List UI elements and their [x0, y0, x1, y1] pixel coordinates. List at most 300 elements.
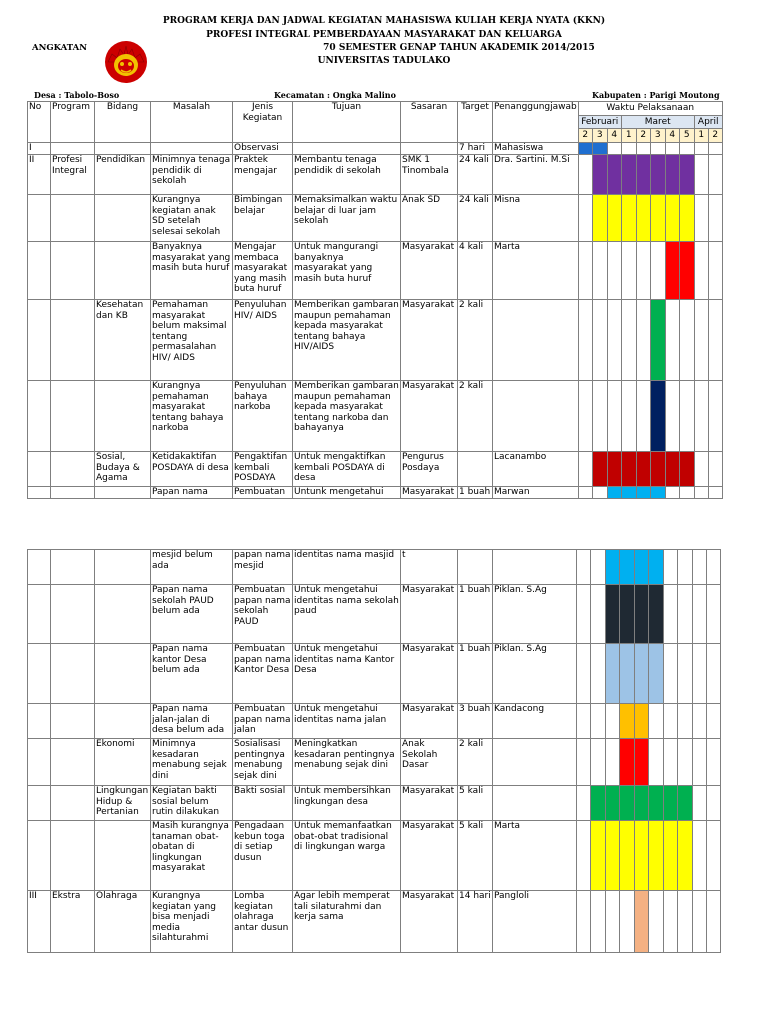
cell-masalah: Minimnya kesadaran menabung sejak dini [151, 739, 233, 786]
cell-masalah: Papan nama [151, 487, 233, 499]
cell-pj [493, 786, 577, 821]
table-row [28, 195, 723, 242]
cell-target: 5 kali [458, 786, 493, 821]
schedule-cell [606, 550, 620, 585]
cell-jenis: Mengajar membaca masyarakat yang masih buta huruf [233, 242, 293, 300]
schedule-cell [693, 704, 707, 739]
schedule-cell [621, 143, 636, 155]
cell-pj: Marwan [493, 487, 579, 499]
schedule-cell [577, 891, 591, 953]
cell-masalah: Kurangnya kegiatan anak SD setelah selesai sekolah [151, 195, 233, 242]
cell-sasaran: Masyarakat [401, 585, 458, 644]
cell-sasaran: Masyarakat [401, 891, 458, 953]
cell-no [28, 242, 51, 300]
cell-target: 4 kali [458, 242, 493, 300]
schedule-cell [708, 381, 722, 452]
cell-program [51, 381, 95, 452]
schedule-cell [636, 195, 650, 242]
table-row [28, 381, 723, 452]
cell-program [51, 143, 95, 155]
schedule-cell [650, 300, 665, 381]
cell-program [51, 739, 95, 786]
schedule-cell [650, 381, 665, 452]
cell-bidang: Olahraga [95, 891, 151, 953]
schedule-cell [665, 452, 679, 487]
schedule-cell [635, 891, 649, 953]
cell-no [28, 644, 51, 704]
cell-tujuan: Meningkatkan kesadaran pentingnya menabung sejak dini [293, 739, 401, 786]
col-header-no: No [28, 102, 51, 143]
schedule-cell [708, 155, 722, 195]
cell-tujuan [293, 143, 401, 155]
schedule-cell [606, 891, 620, 953]
schedule-cell [592, 195, 607, 242]
cell-pj: Mahasiswa [493, 143, 579, 155]
schedule-cell [664, 739, 678, 786]
schedule-cell [679, 143, 694, 155]
table-row [28, 550, 721, 585]
cell-masalah: Papan nama sekolah PAUD belum ada [151, 585, 233, 644]
schedule-cell [665, 195, 679, 242]
cell-sasaran: SMK 1 Tinombala [401, 155, 458, 195]
cell-tujuan: Untuk mengetahui identitas nama Kantor Desa [293, 644, 401, 704]
schedule-cell [577, 550, 591, 585]
schedule-cell [693, 891, 707, 953]
schedule-cell [693, 739, 707, 786]
cell-bidang [95, 550, 151, 585]
col-header-bidang: Bidang [95, 102, 151, 143]
schedule-cell [577, 786, 591, 821]
week-header-9: 2 [708, 129, 722, 143]
cell-program: Ekstra [51, 891, 95, 953]
cell-no [28, 704, 51, 739]
schedule-cell [592, 487, 607, 499]
schedule-cell [664, 550, 678, 585]
schedule-cell [649, 550, 664, 585]
schedule-cell [694, 143, 708, 155]
week-header-0: 2 [578, 129, 592, 143]
schedule-cell [678, 739, 693, 786]
cell-target: 14 hari [458, 891, 493, 953]
cell-sasaran: Masyarakat [401, 704, 458, 739]
schedule-cell [649, 739, 664, 786]
schedule-cell [635, 644, 649, 704]
cell-tujuan: Untuk mengaktifkan kembali POSDAYA di desa [293, 452, 401, 487]
schedule-cell [679, 242, 694, 300]
cell-bidang [95, 381, 151, 452]
cell-masalah: Kurangnya pemahaman masyarakat tentang bahaya narkoba [151, 381, 233, 452]
schedule-cell [620, 704, 635, 739]
col-header-program: Program [51, 102, 95, 143]
cell-pj: Lacanambo [493, 452, 579, 487]
schedule-cell [707, 585, 721, 644]
schedule-cell [679, 300, 694, 381]
cell-target: 7 hari [458, 143, 493, 155]
schedule-cell [649, 704, 664, 739]
cell-pj [493, 300, 579, 381]
cell-sasaran: Masyarakat [401, 381, 458, 452]
cell-target: 5 kali [458, 821, 493, 891]
cell-sasaran: Masyarakat [401, 786, 458, 821]
cell-target: 1 buah [458, 644, 493, 704]
cell-masalah: mesjid belum ada [151, 550, 233, 585]
cell-bidang: Ekonomi [95, 739, 151, 786]
cell-jenis: Bakti sosial [233, 786, 293, 821]
cell-jenis: Pembuatan papan nama jalan [233, 704, 293, 739]
cell-no [28, 452, 51, 487]
cell-jenis: Pembuatan papan nama Kantor Desa [233, 644, 293, 704]
schedule-cell [577, 821, 591, 891]
schedule-cell [606, 644, 620, 704]
schedule-cell [678, 786, 693, 821]
schedule-cell [693, 644, 707, 704]
schedule-cell [620, 786, 635, 821]
cell-jenis: Penyuluhan bahaya narkoba [233, 381, 293, 452]
schedule-cell [636, 300, 650, 381]
week-header-1: 3 [592, 129, 607, 143]
cell-pj: Piklan. S.Ag [493, 644, 577, 704]
schedule-cell [591, 704, 606, 739]
schedule-cell [592, 300, 607, 381]
schedule-cell [577, 739, 591, 786]
cell-tujuan: Untunk mengetahui [293, 487, 401, 499]
schedule-cell [707, 704, 721, 739]
schedule-cell [607, 452, 621, 487]
cell-program: Profesi Integral [51, 155, 95, 195]
cell-bidang [95, 487, 151, 499]
schedule-cell [621, 452, 636, 487]
cell-masalah: Masih kurangnya tanaman obat-obatan di lingkungan masyarakat [151, 821, 233, 891]
schedule-cell [621, 300, 636, 381]
cell-no: I [28, 143, 51, 155]
schedule-cell [620, 644, 635, 704]
table-row [28, 452, 723, 487]
schedule-cell [607, 381, 621, 452]
table-row [28, 821, 721, 891]
schedule-cell [607, 242, 621, 300]
schedule-cell [679, 487, 694, 499]
schedule-cell [707, 739, 721, 786]
cell-jenis: Observasi [233, 143, 293, 155]
schedule-cell [578, 242, 592, 300]
cell-bidang [95, 242, 151, 300]
schedule-cell [707, 821, 721, 891]
schedule-cell [650, 155, 665, 195]
schedule-cell [592, 452, 607, 487]
cell-sasaran: Masyarakat [401, 242, 458, 300]
schedule-cell [636, 155, 650, 195]
schedule-cell [694, 155, 708, 195]
cell-sasaran: Masyarakat [401, 644, 458, 704]
schedule-cell [678, 550, 693, 585]
cell-program [51, 195, 95, 242]
table-row [28, 300, 723, 381]
cell-pj: Kandacong [493, 704, 577, 739]
schedule-cell [665, 143, 679, 155]
schedule-cell [650, 487, 665, 499]
table-row [28, 585, 721, 644]
schedule-cell [650, 143, 665, 155]
desa-label: Desa : Tabolo-Boso [34, 90, 120, 100]
cell-bidang: Sosial, Budaya & Agama [95, 452, 151, 487]
schedule-cell [708, 242, 722, 300]
schedule-cell [578, 381, 592, 452]
cell-sasaran: Anak SD [401, 195, 458, 242]
cell-target [458, 452, 493, 487]
cell-program [51, 452, 95, 487]
cell-no [28, 786, 51, 821]
month-februari: Februari [578, 116, 621, 129]
schedule-cell [607, 487, 621, 499]
col-header-pj: Penanggungjawab [493, 102, 579, 143]
cell-tujuan: Untuk mangurangi banyaknya masyarakat yang masih buta huruf [293, 242, 401, 300]
schedule-cell [606, 786, 620, 821]
cell-target: 2 kali [458, 300, 493, 381]
cell-no [28, 300, 51, 381]
cell-tujuan: Memberikan gambaran maupun pemahaman kepada masyarakat tentang narkoba dan bahayanya [293, 381, 401, 452]
schedule-cell [636, 487, 650, 499]
cell-jenis: papan nama mesjid [233, 550, 293, 585]
cell-target: 24 kali [458, 155, 493, 195]
schedule-cell [693, 550, 707, 585]
schedule-cell [708, 300, 722, 381]
col-header-masalah: Masalah [151, 102, 233, 143]
schedule-cell [620, 891, 635, 953]
cell-bidang: Pendidikan [95, 155, 151, 195]
cell-tujuan: Untuk memanfaatkan obat-obat tradisional di lingkungan warga [293, 821, 401, 891]
cell-bidang: Lingkungan Hidup & Pertanian [95, 786, 151, 821]
cell-target: 2 kali [458, 739, 493, 786]
schedule-cell [707, 644, 721, 704]
schedule-cell [707, 891, 721, 953]
schedule-cell [606, 704, 620, 739]
month-maret: Maret [621, 116, 694, 129]
col-header-sasaran: Sasaran [401, 102, 458, 143]
schedule-cell [708, 143, 722, 155]
col-header-waktu: Waktu Pelaksanaan [578, 102, 722, 116]
cell-no [28, 550, 51, 585]
schedule-cell [679, 381, 694, 452]
cell-tujuan: Untuk mengetahui identitas nama jalan [293, 704, 401, 739]
week-header-6: 4 [665, 129, 679, 143]
cell-pj: Pangloli [493, 891, 577, 953]
cell-program [51, 300, 95, 381]
cell-jenis: Sosialisasi pentingnya menabung sejak dini [233, 739, 293, 786]
schedule-cell [678, 644, 693, 704]
schedule-cell [708, 195, 722, 242]
cell-tujuan: Untuk mengetahui identitas nama sekolah paud [293, 585, 401, 644]
schedule-cell [591, 891, 606, 953]
cell-sasaran: Masyarakat [401, 821, 458, 891]
schedule-cell [607, 155, 621, 195]
schedule-cell [591, 821, 606, 891]
schedule-cell [679, 155, 694, 195]
schedule-cell [591, 550, 606, 585]
schedule-cell [693, 786, 707, 821]
schedule-cell [591, 585, 606, 644]
schedule-cell [664, 786, 678, 821]
schedule-cell [621, 487, 636, 499]
cell-pj: Misna [493, 195, 579, 242]
cell-pj [493, 381, 579, 452]
schedule-cell [577, 585, 591, 644]
cell-bidang [95, 585, 151, 644]
schedule-cell [621, 195, 636, 242]
cell-pj: Dra. Sartini. M.Si [493, 155, 579, 195]
cell-sasaran: Masyarakat [401, 300, 458, 381]
cell-masalah: Papan nama jalan-jalan di desa belum ada [151, 704, 233, 739]
schedule-cell [578, 195, 592, 242]
schedule-cell [650, 452, 665, 487]
schedule-cell [665, 155, 679, 195]
week-header-7: 5 [679, 129, 694, 143]
schedule-cell [591, 786, 606, 821]
schedule-cell [592, 155, 607, 195]
cell-tujuan: Membantu tenaga pendidik di sekolah [293, 155, 401, 195]
cell-no [28, 821, 51, 891]
cell-no [28, 585, 51, 644]
schedule-cell [664, 644, 678, 704]
table-row [28, 143, 723, 155]
cell-pj [493, 739, 577, 786]
cell-jenis: Pembuatan [233, 487, 293, 499]
cell-tujuan: Untuk membersihkan lingkungan desa [293, 786, 401, 821]
cell-pj: Marta [493, 242, 579, 300]
cell-no: III [28, 891, 51, 953]
schedule-cell [621, 381, 636, 452]
cell-sasaran: Masyarakat [401, 487, 458, 499]
schedule-cell [592, 242, 607, 300]
schedule-cell [636, 242, 650, 300]
cell-jenis: Bimbingan belajar [233, 195, 293, 242]
schedule-cell [635, 550, 649, 585]
schedule-cell [607, 195, 621, 242]
schedule-cell [665, 300, 679, 381]
table-row [28, 487, 723, 499]
cell-no [28, 739, 51, 786]
doc-title: PROGRAM KERJA DAN JADWAL KEGIATAN MAHASISWA KULIAH KERJA NYATA (KKN) [162, 16, 606, 26]
cell-target: 3 buah [458, 704, 493, 739]
cell-masalah [151, 143, 233, 155]
work-program-table-continued [27, 549, 721, 953]
cell-bidang [95, 143, 151, 155]
cell-target: 1 buah [458, 585, 493, 644]
schedule-cell [635, 786, 649, 821]
cell-tujuan: Agar lebih memperat tali silaturahmi dan kerja sama [293, 891, 401, 953]
schedule-cell [649, 644, 664, 704]
cell-sasaran [401, 143, 458, 155]
schedule-cell [578, 452, 592, 487]
schedule-cell [707, 786, 721, 821]
schedule-cell [620, 550, 635, 585]
schedule-cell [621, 155, 636, 195]
schedule-cell [664, 821, 678, 891]
schedule-cell [679, 452, 694, 487]
schedule-cell [678, 704, 693, 739]
cell-jenis: Pengaktifan kembali POSDAYA [233, 452, 293, 487]
cell-program [51, 242, 95, 300]
cell-masalah: Minimnya tenaga pendidik di sekolah [151, 155, 233, 195]
schedule-cell [664, 891, 678, 953]
cell-masalah: Pemahaman masyarakat belum maksimal tentang permasalahan HIV/ AIDS [151, 300, 233, 381]
cell-tujuan: Memaksimalkan waktu belajar di luar jam sekolah [293, 195, 401, 242]
table-row [28, 786, 721, 821]
cell-jenis: Pengadaan kebun toga di setiap dusun [233, 821, 293, 891]
schedule-cell [578, 143, 592, 155]
schedule-cell [707, 550, 721, 585]
schedule-cell [636, 381, 650, 452]
cell-program [51, 487, 95, 499]
schedule-cell [621, 242, 636, 300]
schedule-cell [635, 821, 649, 891]
schedule-cell [650, 242, 665, 300]
angkatan-label: ANGKATAN [32, 43, 88, 53]
kecamatan-label: Kecamatan : Ongka Malino [274, 90, 396, 100]
table-row [28, 155, 723, 195]
schedule-cell [649, 891, 664, 953]
semester-line: 70 SEMESTER GENAP TAHUN AKADEMIK 2014/2015 [323, 43, 595, 53]
schedule-cell [607, 300, 621, 381]
schedule-cell [620, 739, 635, 786]
week-header-5: 3 [650, 129, 665, 143]
cell-sasaran: Anak Sekolah Dasar [401, 739, 458, 786]
cell-target: 24 kali [458, 195, 493, 242]
schedule-cell [591, 644, 606, 704]
cell-no [28, 195, 51, 242]
doc-subtitle: PROFESI INTEGRAL PEMBERDAYAAN MASYARAKAT DAN KELUARGA [206, 30, 562, 40]
cell-bidang [95, 644, 151, 704]
cell-target [458, 550, 493, 585]
week-header-8: 1 [694, 129, 708, 143]
schedule-cell [649, 821, 664, 891]
cell-no [28, 381, 51, 452]
schedule-cell [578, 487, 592, 499]
col-header-jenis: Jenis Kegiatan [233, 102, 293, 143]
table-row [28, 739, 721, 786]
table-row [28, 704, 721, 739]
schedule-cell [694, 487, 708, 499]
schedule-cell [649, 585, 664, 644]
schedule-cell [591, 739, 606, 786]
cell-program [51, 821, 95, 891]
cell-bidang [95, 195, 151, 242]
schedule-cell [577, 644, 591, 704]
cell-tujuan: identitas nama masjid [293, 550, 401, 585]
schedule-cell [620, 821, 635, 891]
schedule-cell [606, 739, 620, 786]
cell-masalah: Kurangnya kegiatan yang bisa menjadi media silahturahmi [151, 891, 233, 953]
schedule-cell [578, 155, 592, 195]
cell-bidang [95, 821, 151, 891]
cell-jenis: Praktek mengajar [233, 155, 293, 195]
schedule-cell [606, 585, 620, 644]
schedule-cell [635, 704, 649, 739]
university-name: UNIVERSITAS TADULAKO [317, 56, 451, 66]
schedule-cell [693, 821, 707, 891]
schedule-cell [665, 381, 679, 452]
schedule-cell [636, 452, 650, 487]
schedule-cell [606, 821, 620, 891]
cell-sasaran: Pengurus Posdaya [401, 452, 458, 487]
cell-no: II [28, 155, 51, 195]
schedule-cell [592, 381, 607, 452]
cell-jenis: Pembuatan papan nama sekolah PAUD [233, 585, 293, 644]
cell-target: 1 buah [458, 487, 493, 499]
cell-tujuan: Memberikan gambaran maupun pemahaman kepada masyarakat tentang bahaya HIV/AIDS [293, 300, 401, 381]
table-row [28, 644, 721, 704]
schedule-cell [694, 195, 708, 242]
cell-bidang [95, 704, 151, 739]
